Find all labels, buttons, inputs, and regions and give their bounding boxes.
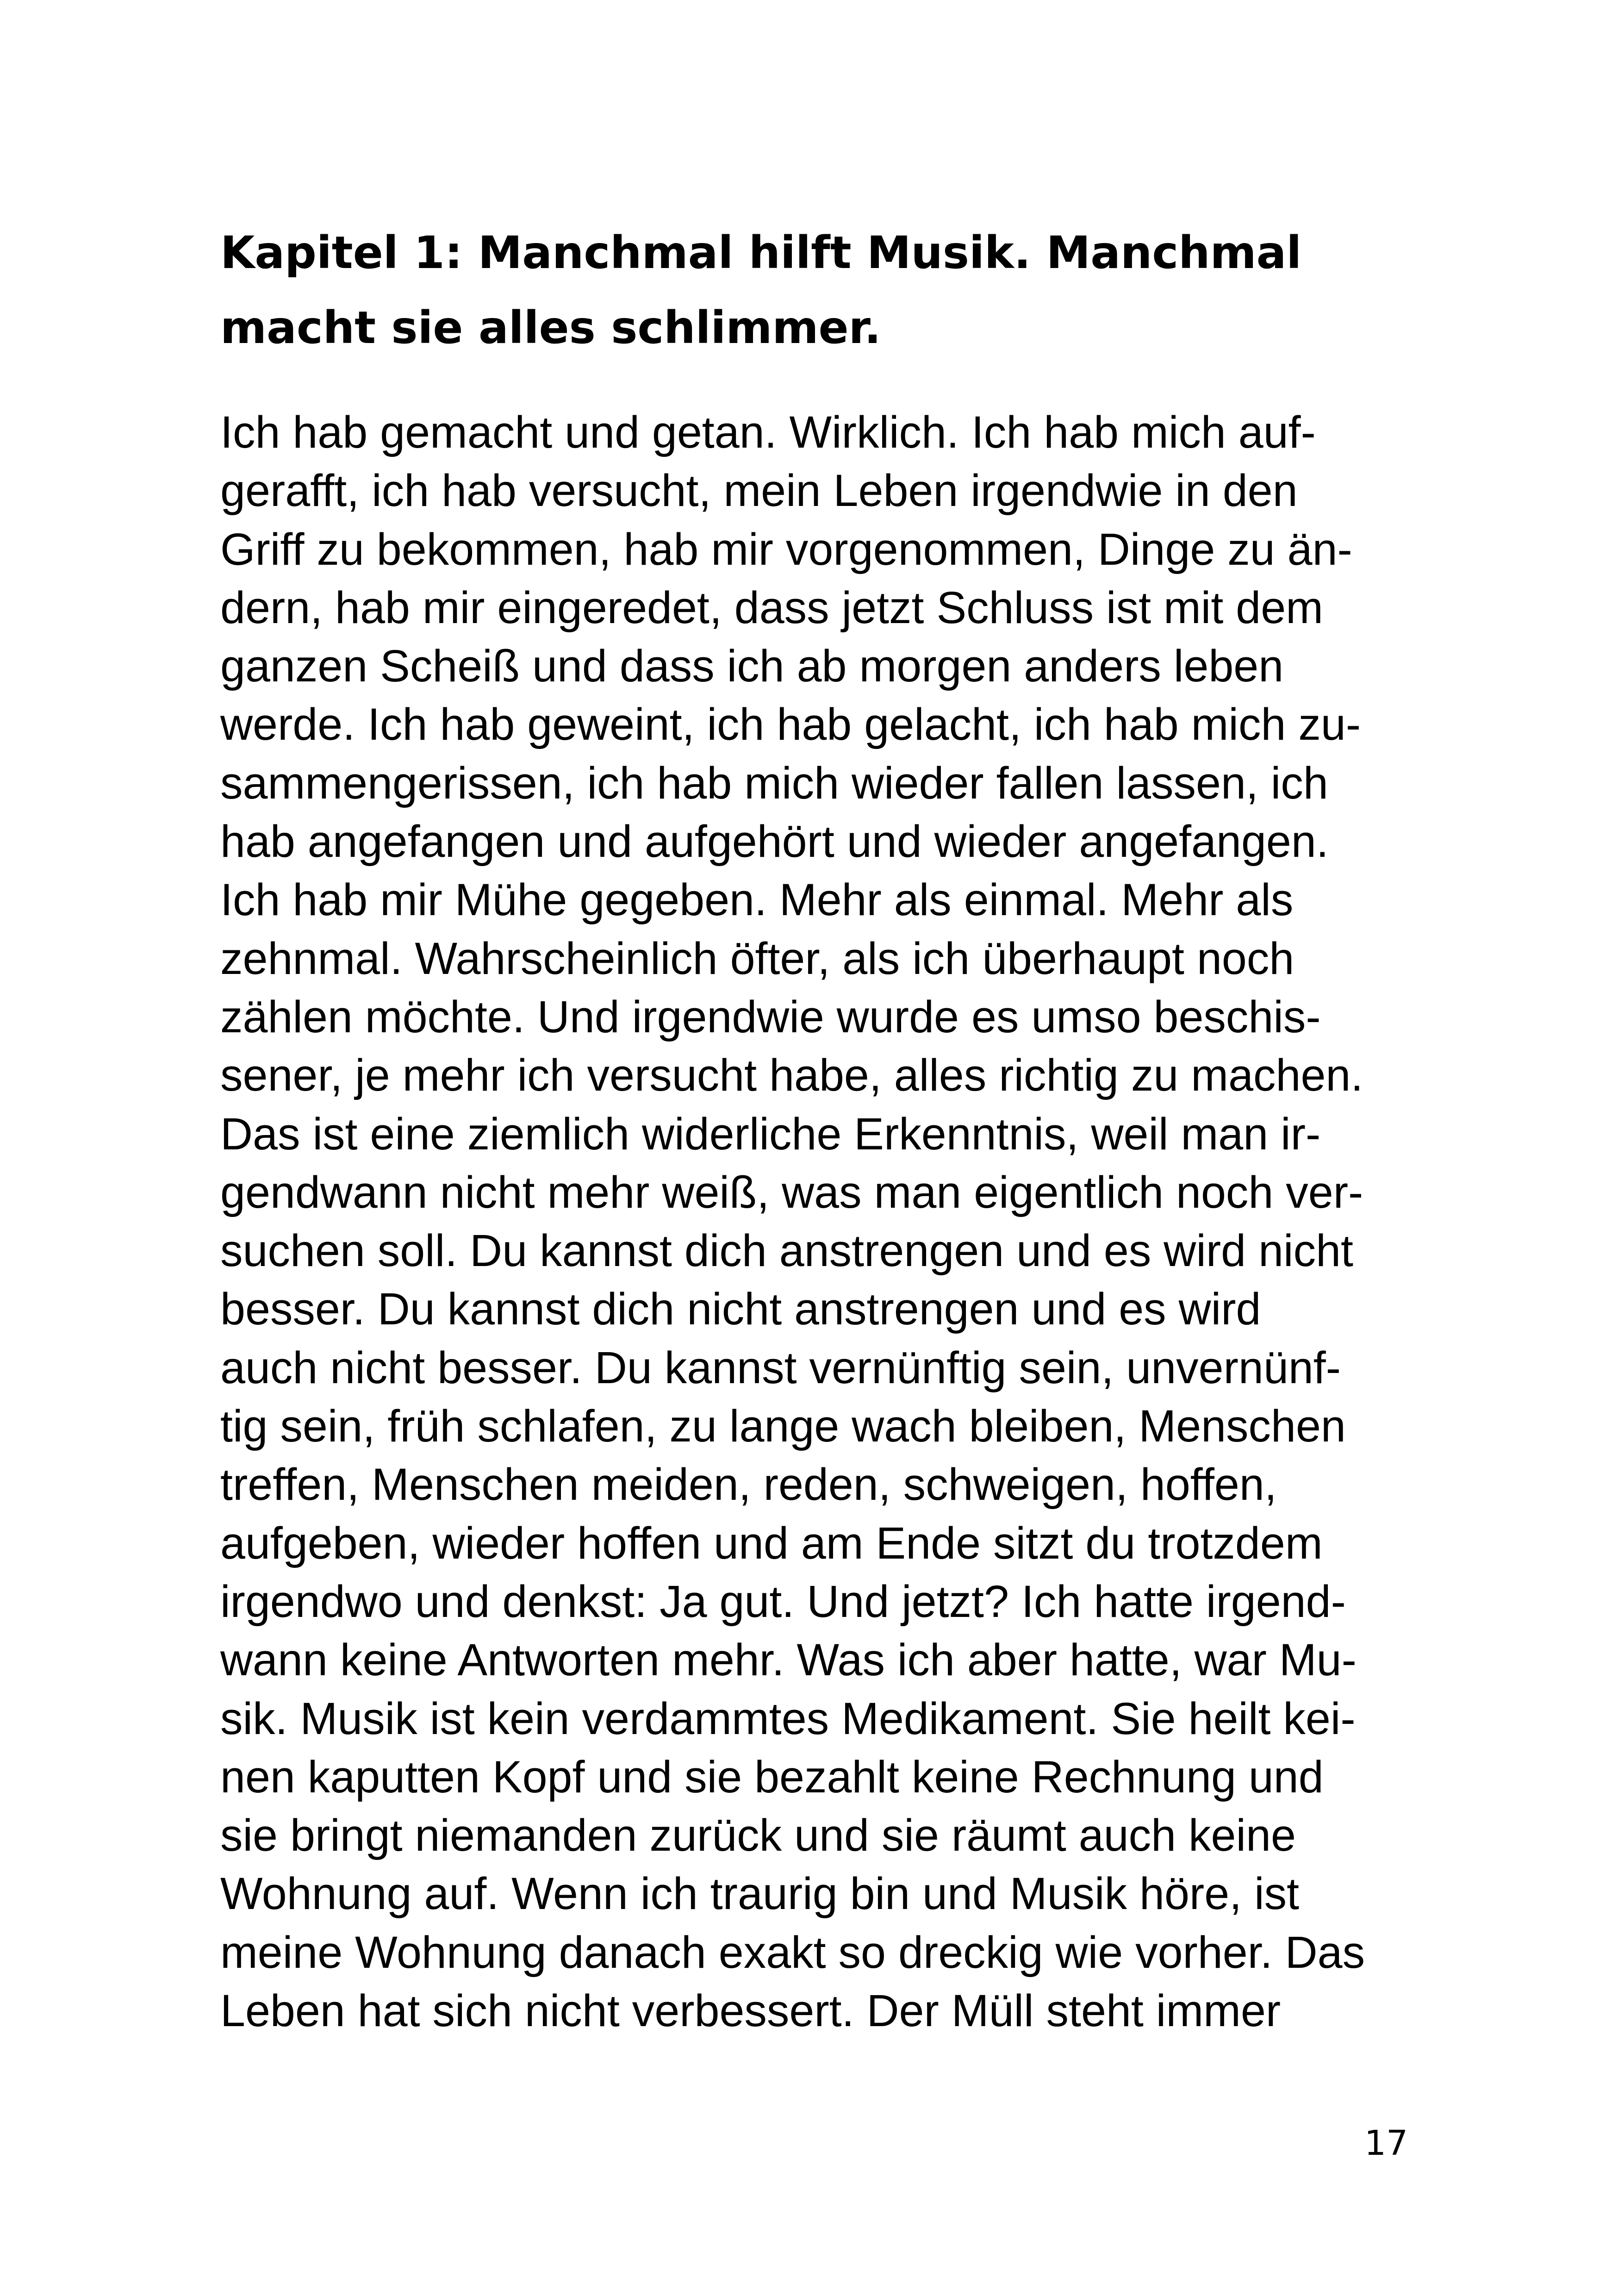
body-line: Leben hat sich nicht verbessert. Der Müll steht immer <box>220 1985 1281 2036</box>
body-line: Das ist eine ziemlich widerliche Erkenntnis, weil man ir- <box>220 1108 1321 1159</box>
body-line: sie bringt niemanden zurück und sie räumt auch keine <box>220 1810 1296 1861</box>
body-line: irgendwo und denkst: Ja gut. Und jetzt? Ich hatte irgend- <box>220 1576 1346 1627</box>
body-line: besser. Du kannst dich nicht anstrengen und es wird <box>220 1284 1261 1335</box>
body-line: werde. Ich hab geweint, ich hab gelacht, ich hab mich zu- <box>220 699 1361 750</box>
body-line: treffen, Menschen meiden, reden, schweigen, hoffen, <box>220 1459 1277 1510</box>
chapter-title-line: Kapitel 1: Manchmal hilft Musik. Manchmal <box>220 227 1302 279</box>
body-line: hab angefangen und aufgehört und wieder angefangen. <box>220 816 1329 867</box>
chapter-title-line: macht sie alles schlimmer. <box>220 302 881 354</box>
body-line: suchen soll. Du kannst dich anstrengen und es wird nicht <box>220 1225 1353 1276</box>
body-line: zehnmal. Wahrscheinlich öfter, als ich überhaupt noch <box>220 933 1294 984</box>
body-line: gerafft, ich hab versucht, mein Leben irgendwie in den <box>220 465 1298 516</box>
body-line: sammengerissen, ich hab mich wieder fallen lassen, ich <box>220 757 1328 808</box>
body-line: gendwann nicht mehr weiß, was man eigentlich noch ver- <box>220 1167 1363 1217</box>
body-line: meine Wohnung danach exakt so dreckig wie vorher. Das <box>220 1927 1365 1978</box>
body-line: Ich hab gemacht und getan. Wirklich. Ich hab mich auf- <box>220 407 1316 457</box>
body-line: tig sein, früh schlafen, zu lange wach bleiben, Menschen <box>220 1401 1346 1452</box>
body-line: zählen möchte. Und irgendwie wurde es umso beschis- <box>220 991 1321 1042</box>
body-line: wann keine Antworten mehr. Was ich aber hatte, war Mu- <box>220 1635 1357 1685</box>
body-line: aufgeben, wieder hoffen und am Ende sitzt du trotzdem <box>220 1517 1323 1568</box>
page-number: 17 <box>1364 2123 1408 2163</box>
chapter-title <box>220 215 1424 365</box>
body-line: Griff zu bekommen, hab mir vorgenommen, Dinge zu än- <box>220 524 1352 574</box>
body-line: Ich hab mir Mühe gegeben. Mehr als einmal. Mehr als <box>220 874 1294 925</box>
body-line: nen kaputten Kopf und sie bezahlt keine Rechnung und <box>220 1751 1324 1802</box>
body-line: sik. Musik ist kein verdammtes Medikament. Sie heilt kei- <box>220 1693 1356 1744</box>
body-line: Wohnung auf. Wenn ich traurig bin und Musik höre, ist <box>220 1868 1300 1919</box>
body-line: ganzen Scheiß und dass ich ab morgen anders leben <box>220 641 1284 692</box>
chapter-body-text <box>220 403 1424 2040</box>
body-line: dern, hab mir eingeredet, dass jetzt Schluss ist mit dem <box>220 582 1323 633</box>
body-line: auch nicht besser. Du kannst vernünftig sein, unvernünf- <box>220 1342 1341 1393</box>
body-line: sener, je mehr ich versucht habe, alles richtig zu machen. <box>220 1050 1363 1101</box>
